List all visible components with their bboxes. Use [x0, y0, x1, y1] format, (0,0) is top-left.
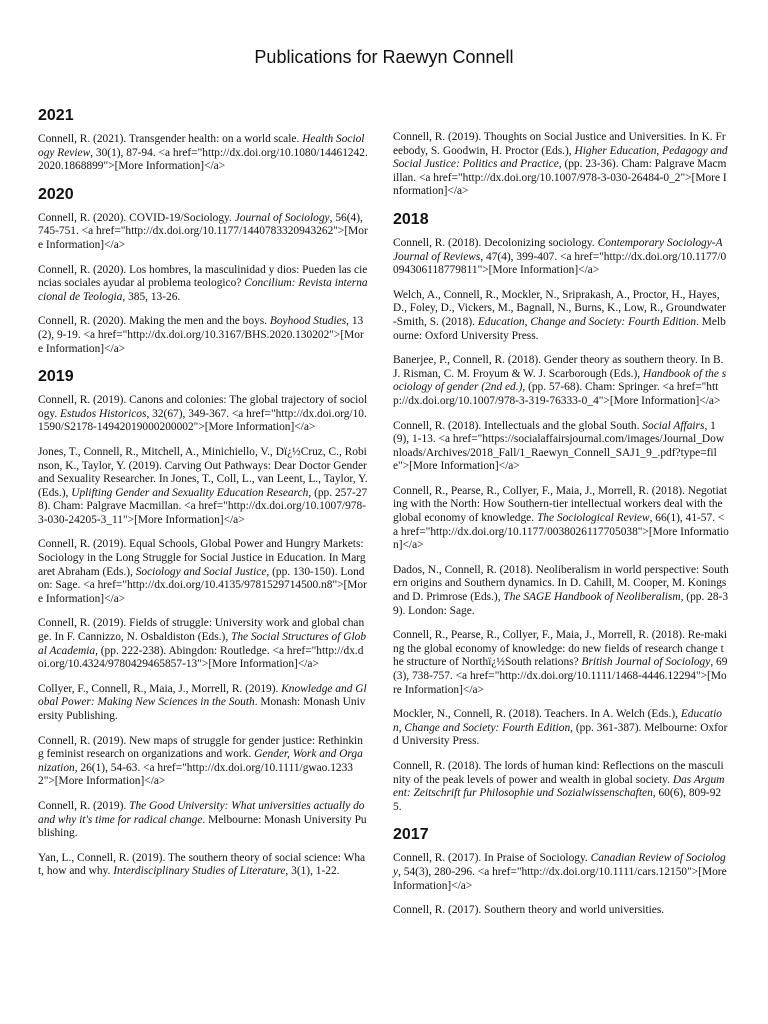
entry-details: , 66(1), 41-57. <a href="http://dx.doi.org/10.1177/0038026117705038">[More Information]</a> [393, 512, 729, 552]
entry-text: Collyer, F., Connell, R., Maia, J., Morrell, R. (2019). [38, 682, 282, 695]
entry-source-title: Concilium: Revista internacional de Teologia [38, 277, 368, 303]
entry-source-title: Contemporary Sociology-A Journal of Reviews [393, 236, 723, 263]
entry-details: , 26(1), 54-63. <a href="http://dx.doi.org/10.1111/gwao.12332">[More Information]</a> [38, 761, 354, 788]
entry-text: Connell, R. (2017). In Praise of Sociology. [393, 852, 591, 865]
entry-details: , 3(1), 1-22. [285, 865, 340, 878]
entry-text: Banerjee, P., Connell, R. (2018). Gender theory as southern theory. In B. J. Risman, C. M. Froyum & W. J. Scarborough (Eds.), [393, 354, 724, 380]
year-heading: 2018 [393, 210, 429, 228]
publication-entry [393, 852, 729, 893]
entry-text: Connell, R. (2020). Los hombres, la masculinidad y dios: Pueden las ciencias sociales ayudar al problema teologico? [38, 263, 368, 290]
publication-entry [393, 237, 729, 278]
publication-entry [38, 315, 368, 356]
year-heading: 2019 [38, 368, 74, 386]
entry-text: Connell, R. (2021). Transgender health: on a world scale. [38, 133, 303, 145]
entry-text: Connell, R. (2019). [38, 799, 130, 812]
publication-entry [393, 629, 729, 697]
publication-entry [393, 420, 729, 474]
entry-details: , (pp. 130-150). London: Sage. <a href="http://dx.doi.org/10.4135/9781529714500.n8">[More Information]</a> [38, 565, 367, 605]
entry-details: , (pp. 361-387). Melbourne: Oxford University Press. [393, 721, 728, 748]
entry-text: Jones, T., Connell, R., Mitchell, A., Minichiello, V., Dï¿½Cruz, C., Robinson, K., Taylor, Y. (2019). Carving Out Pathways: Dear Doctor Gender and Sexuality Researcher. In Jones, T., Coll, L., van Leent, L., Taylor, Y. (Eds.), [38, 445, 368, 499]
publication-entry [393, 289, 729, 343]
publication-entry [393, 760, 729, 814]
entry-details: . Melbourne: Oxford University Press. [393, 315, 726, 342]
entry-details: , 69(3), 738-757. <a href="http://dx.doi.org/10.1111/1468-4446.12294">[More Information]</a> [393, 656, 728, 696]
publication-entry [38, 800, 368, 841]
publication-entry [38, 394, 368, 435]
entry-source-title: Sociology and Social Justice [135, 565, 267, 578]
publication-entry [38, 852, 368, 879]
entry-text: Yan, L., Connell, R. (2019). The southern theory of social science: What, how and why. [38, 851, 366, 878]
right-column [393, 131, 729, 929]
entry-source-title: British Journal of Sociology [581, 656, 711, 669]
entry-source-title: The Good University: What universities actually do and why it's time for radical change [38, 799, 365, 826]
entry-text: Connell, R. (2019). Canons and colonies: The global trajectory of sociology. [38, 394, 368, 420]
entry-source-title: Canadian Review of Sociology [393, 852, 726, 878]
entry-details: , 54(3), 280-296. <a href="http://dx.doi.org/10.1111/cars.12150">[More Information]</a> [393, 865, 727, 892]
entry-details: , 1(9), 1-13. <a href="https://socialaffairsjournal.com/images/Journal_Downloads/Archives/2018_Fall/1_Raewyn_Connell_SAJ1_9_.pdf?type=file">[More Information]</a> [393, 419, 725, 473]
entry-source-title: Education, Change and Society: Fourth Edition [477, 315, 697, 328]
publication-entry [393, 131, 729, 199]
entry-text: Connell, R. (2019). Equal Schools, Global Power and Hungry Markets: Sociology in the Long Struggle for Social Justice in Education. In Margaret Abraham (Eds.), [38, 538, 366, 578]
entry-source-title: Das Argument: Zeitschrift fur Philosophie und Sozialwissenschaften [393, 773, 725, 800]
entry-source-title: Gender, Work and Organization [38, 748, 363, 774]
publication-entry [393, 485, 729, 553]
entry-text: Connell, R. (2018). Decolonizing sociology. [393, 236, 598, 249]
entry-text: Connell, R. (2020). Making the men and the boys. [38, 315, 270, 328]
entry-text: Connell, R. (2017). Southern theory and world universities. [393, 904, 665, 917]
entry-source-title: Uplifting Gender and Sexuality Education Research [71, 486, 309, 499]
publication-entry [38, 735, 368, 789]
entry-details: , 385, 13-26. [122, 290, 181, 303]
entry-source-title: Boyhood Studies [269, 315, 347, 328]
entry-details: . Melbourne: Monash University Publishing. [38, 813, 367, 840]
publication-entry [393, 354, 729, 408]
entry-details: , 47(4), 399-407. <a href="http://dx.doi.org/10.1177/0094306118779811">[More Information]</a> [393, 250, 727, 277]
publication-entry [38, 538, 368, 606]
entry-source-title: Education, Change and Society: Fourth Edition [393, 708, 722, 734]
entry-details: , (pp. 222-238). Abingdon: Routledge. <a href="http://dx.doi.org/10.4324/9780429465857-13">[More Information]</a> [38, 644, 364, 671]
entry-text: Connell, R., Pearse, R., Collyer, F., Maia, J., Morrell, R. (2018). Negotiating with the North: How Southern-tier intellectual workers deal with the global economy of knowledge. [393, 484, 727, 525]
entry-text: Connell, R. (2020). COVID-19/Sociology. [38, 211, 235, 224]
left-column [38, 106, 368, 890]
entry-details: , 60(6), 809-925. [393, 787, 722, 813]
entry-text: Connell, R. (2018). Intellectuals and the global South. [393, 419, 643, 432]
entry-source-title: Handbook of the sociology of gender (2nd ed.) [393, 367, 727, 394]
entry-details: , 30(1), 87-94. <a href="http://dx.doi.org/10.1080/14461242.2020.1868899">[More Information]</a> [38, 146, 368, 173]
page-title: Publications for Raewyn Connell [254, 47, 514, 67]
entry-text: Welch, A., Connell, R., Mockler, N., Sriprakash, A., Proctor, H., Hayes, D., Foley, D., Vickers, M., Bagnall, N., Burns, K., Low, R., Groundwater-Smith, S. (2018). [393, 288, 726, 328]
entry-text: Connell, R. (2019). Thoughts on Social Justice and Universities. In K. Freebody, S. Goodwin, H. Proctor (Eds.), [393, 131, 726, 157]
entry-details: , 56(4), 745-751. <a href="http://dx.doi.org/10.1177/1440783320943262">[More Information]</a> [38, 211, 368, 251]
publication-entry [38, 133, 368, 174]
entry-text: Connell, R. (2019). New maps of struggle for gender justice: Rethinking feminist research on organizations and work. [38, 734, 363, 761]
entry-details: , (pp. 57-68). Cham: Springer. <a href="http://dx.doi.org/10.1007/978-3-319-76333-0_4">[More Information]</a> [393, 381, 721, 407]
publication-entry [38, 617, 368, 671]
entry-details: . Monash: Monash University Publishing. [38, 696, 366, 722]
entry-source-title: Journal of Sociology [234, 211, 330, 224]
entry-source-title: Knowledge and Global Power: Making New Sciences in the South [38, 682, 367, 709]
entry-source-title: The SAGE Handbook of Neoliberalism [503, 591, 681, 604]
entry-source-title: Higher Education, Pedagogy and Social Justice: Politics and Practice [393, 144, 728, 171]
publication-entry [38, 683, 368, 724]
publication-entry [38, 264, 368, 305]
year-heading: 2017 [393, 826, 429, 844]
entry-source-title: The Social Structures of Global Academia [38, 631, 367, 657]
publication-entry [393, 904, 729, 918]
publication-entry [38, 446, 368, 528]
entry-details: , (pp. 257-278). Cham: Palgrave Macmillan. <a href="http://dx.doi.org/10.1007/978-3-030-24205-3_11">[More Information]</a> [38, 486, 368, 526]
entry-text: Connell, R. (2018). The lords of human kind: Reflections on the masculinity of the peak levels of power and wealth in global society. [393, 759, 724, 786]
publication-entry [393, 564, 729, 618]
entry-text: Connell, R., Pearse, R., Collyer, F., Maia, J., Morrell, R. (2018). Re-making the global economy of knowledge: do new fields of research change the structure of Northï¿½South relations? [393, 629, 727, 669]
entry-source-title: The Sociological Review [536, 512, 650, 525]
entry-text: Connell, R. (2019). Fields of struggle: University work and global change. In F. Cannizzo, N. Osbaldiston (Eds.), [38, 617, 365, 644]
year-heading: 2020 [38, 185, 74, 203]
entry-source-title: Social Affairs [642, 419, 705, 432]
entry-text: Mockler, N., Connell, R. (2018). Teachers. In A. Welch (Eds.), [393, 708, 681, 721]
entry-source-title: Health Sociology Review [38, 133, 365, 159]
entry-details: , 13(2), 9-19. <a href="http://dx.doi.org/10.3167/BHS.2020.130202">[More Information]</a> [38, 315, 364, 355]
entry-text: Dados, N., Connell, R. (2018). Neoliberalism in world perspective: Southern origins and Southern dynamics. In D. Cahill, M. Cooper, M. Konings and D. Primrose (Eds.), [393, 563, 729, 604]
year-heading: 2021 [38, 107, 74, 124]
entry-details: , (pp. 28-39). London: Sage. [393, 591, 729, 617]
entry-source-title: Interdisciplinary Studies of Literature [113, 865, 286, 878]
entry-details: , 32(67), 349-367. <a href="http://dx.doi.org/10.1590/S2178-14942019000200002">[More Information]</a> [38, 407, 367, 434]
entry-details: , (pp. 23-36). Cham: Palgrave Macmillan. <a href="http://dx.doi.org/10.1007/978-3-030-26484-0_2">[More Information]</a> [393, 158, 727, 198]
publication-entry [38, 212, 368, 253]
entry-source-title: Estudos Historicos [60, 407, 147, 420]
publication-entry [393, 708, 729, 749]
